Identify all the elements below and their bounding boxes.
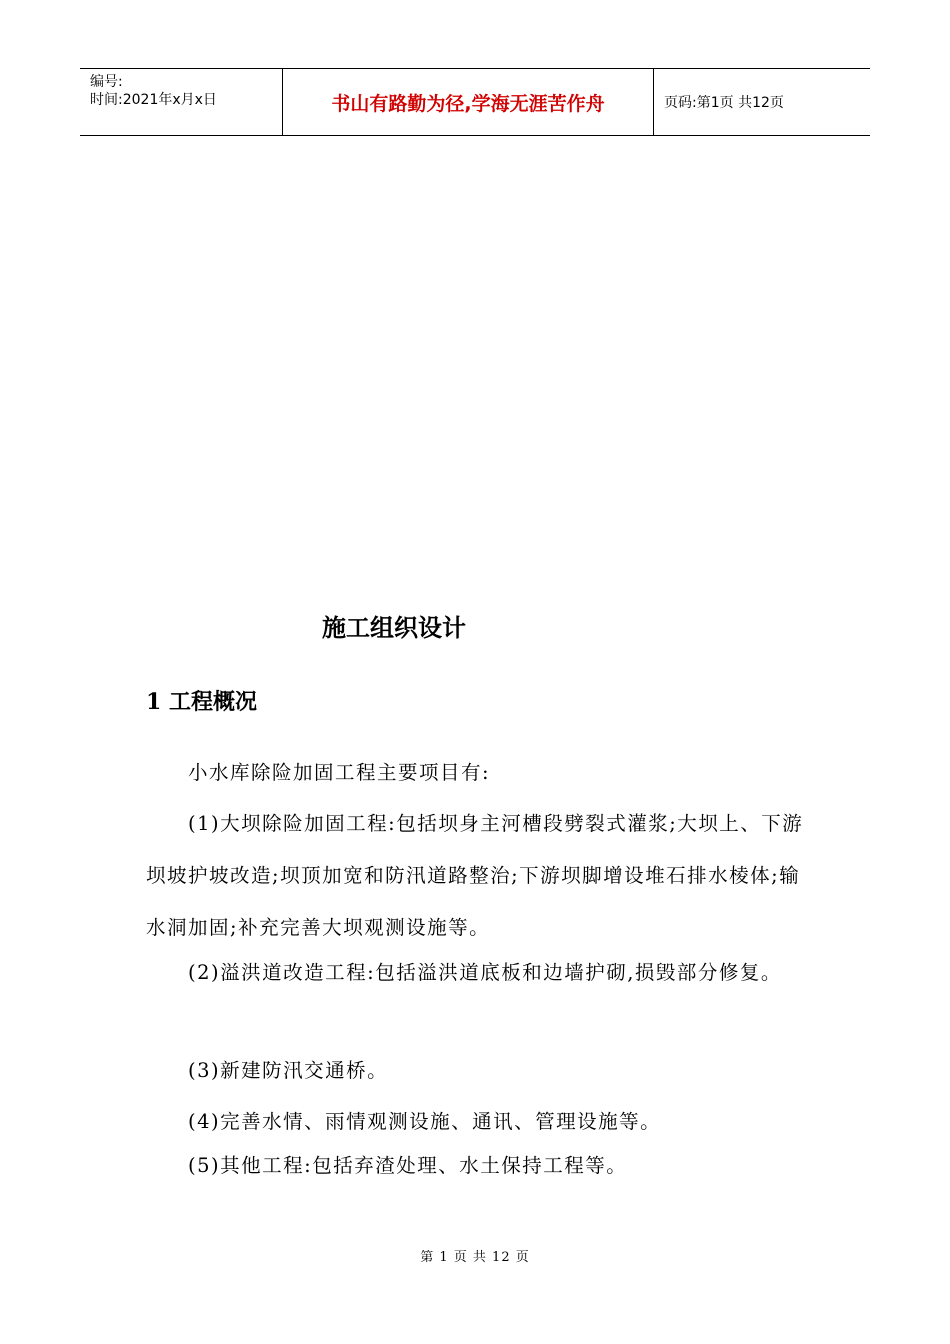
paragraph-item-4: (4)完善水情、雨情观测设施、通讯、管理设施等。 — [188, 1110, 662, 1133]
header-page-info: 页码:第1页 共12页 — [664, 95, 784, 111]
header-number-label: 编号: — [90, 74, 123, 90]
header-time-label: 时间:2021年x月x日 — [90, 92, 217, 108]
page-header — [80, 68, 870, 136]
document-title: 施工组织设计 — [322, 613, 466, 642]
header-motto: 书山有路勤为径,学海无涯苦作舟 — [282, 69, 654, 135]
page-footer: 第 1 页 共 12 页 — [420, 1250, 530, 1265]
paragraph-item-5: (5)其他工程:包括弃渣处理、水土保持工程等。 — [188, 1154, 628, 1177]
paragraph-item-3: (3)新建防汛交通桥。 — [188, 1059, 389, 1082]
header-meta — [80, 69, 282, 135]
section-heading: 1 工程概况 — [146, 689, 257, 715]
paragraph-item-2: (2)溢洪道改造工程:包括溢洪道底板和边墙护砌,损毁部分修复。 — [188, 961, 782, 984]
paragraph-item-1: (1)大坝除险加固工程:包括坝身主河槽段劈裂式灌浆;大坝上、下游坝坡护坡改造;坝顶加宽和防汛道路整治;下游坝脚增设堆石排水棱体;输水洞加固;补充完善大坝观测设施等。 — [146, 812, 804, 939]
paragraph-intro: 小水库除险加固工程主要项目有: — [188, 761, 491, 784]
